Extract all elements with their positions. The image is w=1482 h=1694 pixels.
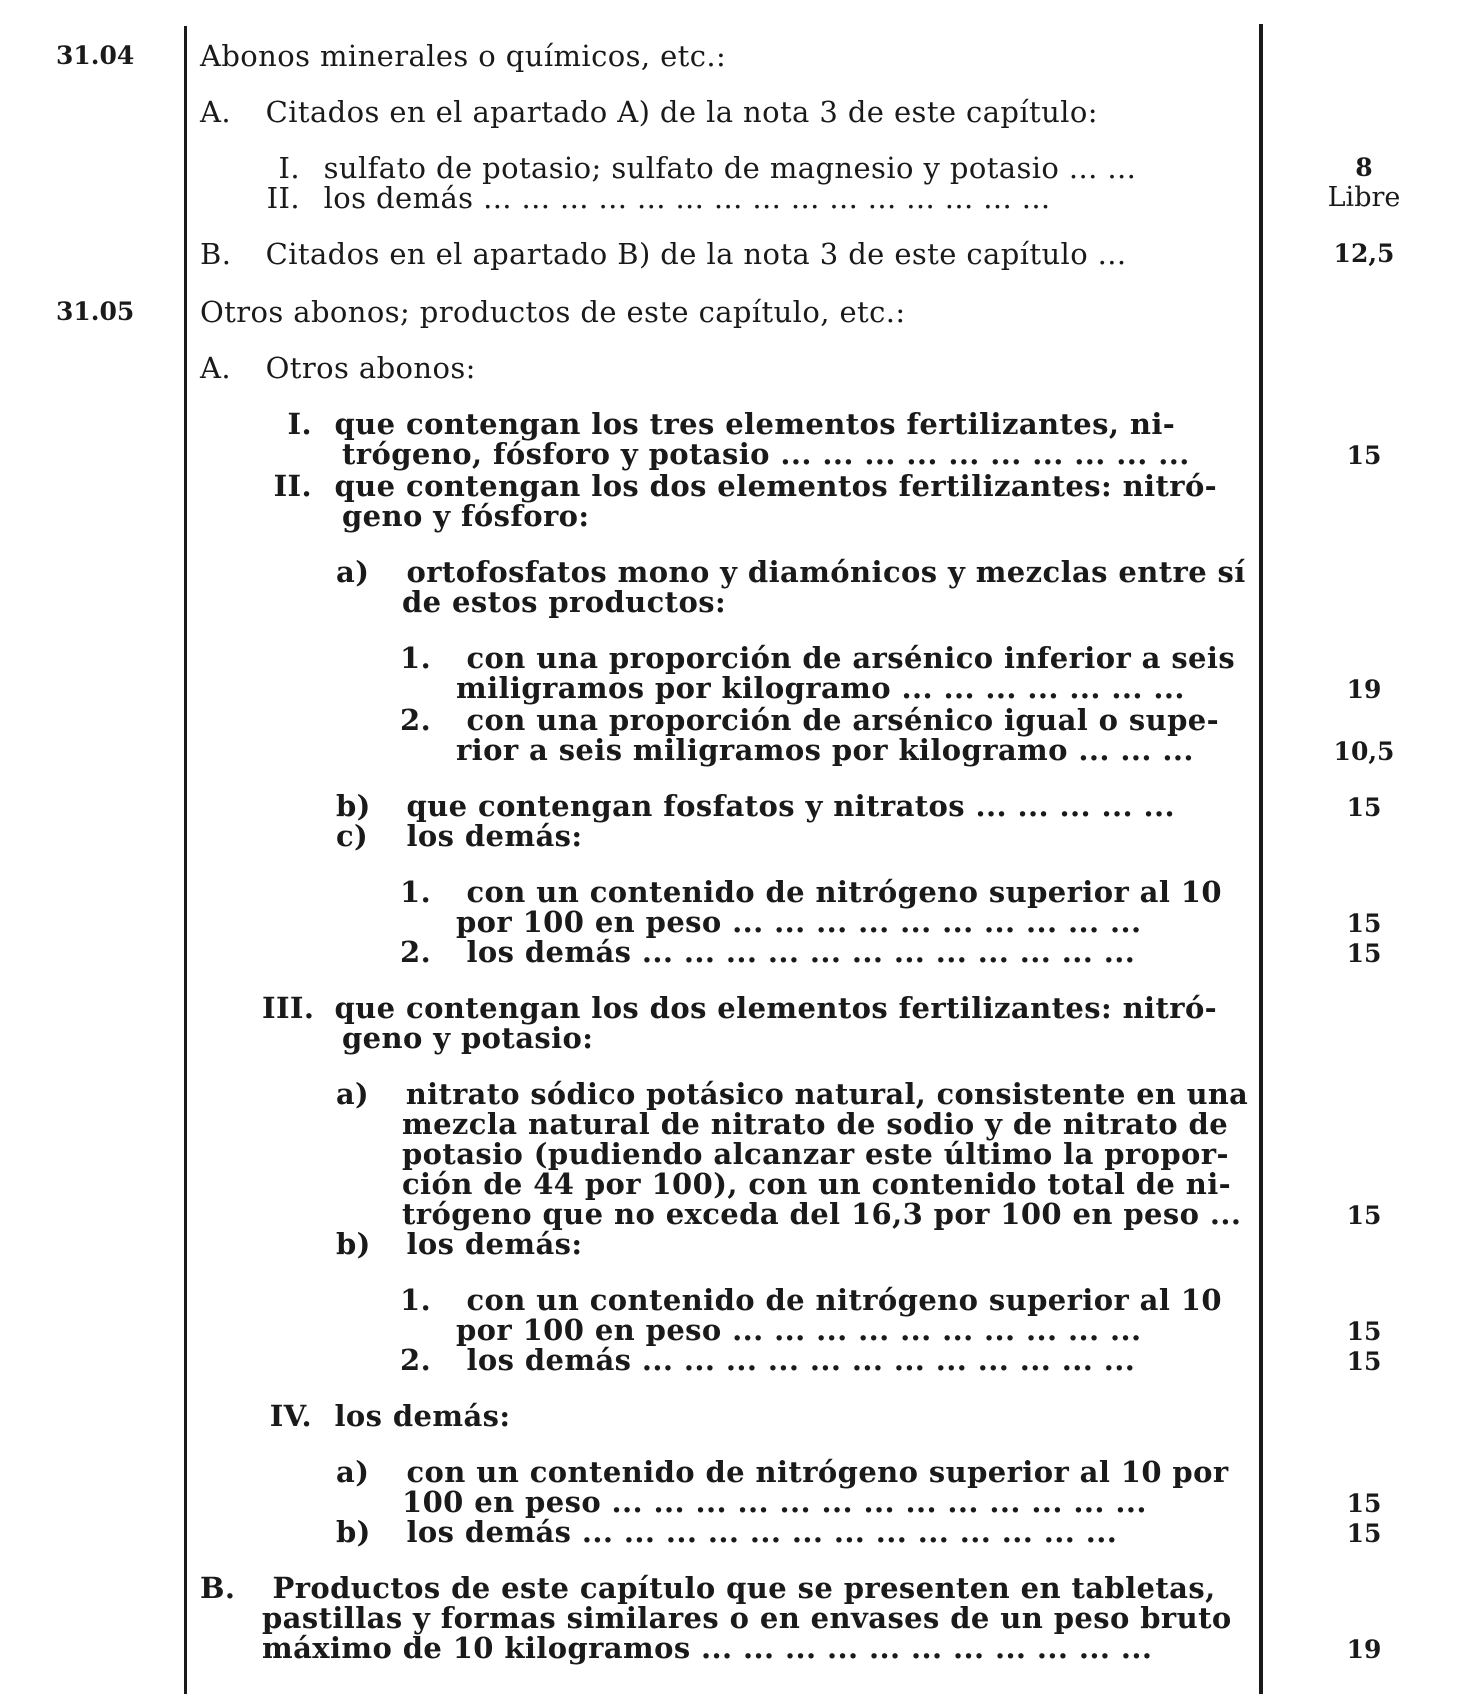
subheading-31-05-a — [200, 352, 476, 384]
item-31-05-a-ii-a-1 — [400, 642, 1235, 674]
line-text: los demás ... ... ... ... ... ... ... ... ... ... ... ... ... ... ... — [323, 181, 1051, 215]
line-text: con una proporción de arsénico igual o supe- — [466, 703, 1220, 737]
item-31-05-a-ii-b — [336, 790, 1175, 822]
item-continuation: pastillas y formas similares o en envases de un peso bruto — [262, 1601, 1232, 1635]
line-text: con un contenido de nitrógeno superior al 10 — [466, 1283, 1222, 1317]
rate-cell: 15 — [1346, 1347, 1382, 1376]
line-marker: 1. — [400, 875, 432, 909]
line-marker: A. — [200, 351, 231, 385]
right-column-rule — [1259, 24, 1263, 1694]
line-marker: 1. — [400, 641, 432, 675]
rate-cell: 8 — [1355, 153, 1373, 182]
item-31-04-a-ii — [264, 182, 1051, 214]
rate-cell: 15 — [1346, 1489, 1382, 1518]
line-text: que contengan los tres elementos fertilizantes, ni- — [334, 407, 1176, 441]
heading-title-3104: Abonos minerales o químicos, etc.: — [200, 39, 727, 73]
line-marker: 1. — [400, 1283, 432, 1317]
line-text: Citados en el apartado B) de la nota 3 de este capítulo ... — [265, 237, 1127, 271]
line-marker: II. — [273, 469, 312, 503]
line-text: que contengan fosfatos y nitratos ... ... ... ... ... — [406, 789, 1175, 823]
line-text: Citados en el apartado A) de la nota 3 de este capítulo: — [265, 95, 1098, 129]
line-text: con una proporción de arsénico inferior a seis — [466, 641, 1236, 675]
line-text: los demás: — [406, 1227, 583, 1261]
rate-cell: 15 — [1346, 1201, 1382, 1230]
line-text: los demás: — [334, 1399, 511, 1433]
rate-cell: 15 — [1346, 441, 1382, 470]
item-31-05-a-ii — [272, 470, 1217, 502]
item-31-05-a-i — [272, 408, 1175, 440]
item-31-05-a-ii-c — [336, 820, 583, 852]
item-31-05-a-iii-b-2 — [400, 1344, 1135, 1376]
line-text: Otros abonos: — [265, 351, 476, 385]
item-continuation: ción de 44 por 100), con un contenido total de ni- — [402, 1167, 1232, 1201]
item-continuation: mezcla natural de nitrato de sodio y de nitrato de — [402, 1107, 1229, 1141]
line-marker: I. — [287, 407, 312, 441]
item-continuation: potasio (pudiendo alcanzar este último la propor- — [402, 1137, 1229, 1171]
left-column-rule — [184, 26, 187, 1694]
rate-cell: 15 — [1346, 1317, 1382, 1346]
line-text: que contengan los dos elementos fertilizantes: nitró- — [334, 469, 1218, 503]
line-marker: B. — [200, 1571, 236, 1605]
line-marker: b) — [336, 789, 371, 823]
rate-cell: 15 — [1346, 939, 1382, 968]
line-marker: b) — [336, 1227, 371, 1261]
subheading-31-05-b — [200, 1572, 1216, 1604]
line-text: los demás ... ... ... ... ... ... ... ... ... ... ... ... — [466, 935, 1136, 969]
line-marker: A. — [200, 95, 231, 129]
item-31-05-a-iii-b — [336, 1228, 583, 1260]
line-marker: III. — [262, 991, 315, 1025]
item-31-05-a-iii — [262, 992, 1217, 1024]
rate-cell: 12,5 — [1333, 239, 1395, 268]
line-marker: 2. — [400, 1343, 432, 1377]
rate-cell: 19 — [1346, 675, 1382, 704]
item-continuation: por 100 en peso ... ... ... ... ... ... ... ... ... ... — [456, 1313, 1142, 1347]
item-continuation: trógeno que no exceda del 16,3 por 100 en peso ... — [402, 1197, 1242, 1231]
line-marker: I. — [278, 151, 300, 185]
line-marker: a) — [336, 555, 370, 589]
item-continuation: 100 en peso ... ... ... ... ... ... ... ... ... ... ... ... ... — [402, 1485, 1147, 1519]
line-marker: 2. — [400, 935, 432, 969]
item-continuation: rior a seis miligramos por kilogramo ... ... ... — [456, 733, 1194, 767]
line-text: Productos de este capítulo que se presenten en tabletas, — [272, 1571, 1216, 1605]
line-marker: B. — [200, 237, 232, 271]
item-31-05-a-ii-c-2 — [400, 936, 1135, 968]
line-marker: b) — [336, 1515, 371, 1549]
line-marker: a) — [336, 1455, 370, 1489]
item-31-04-a-i — [272, 152, 1136, 184]
item-continuation: de estos productos: — [402, 585, 727, 619]
line-text: con un contenido de nitrógeno superior al 10 — [466, 875, 1222, 909]
line-text: ortofosfatos mono y diamónicos y mezclas entre sí — [406, 555, 1246, 589]
line-marker: IV. — [269, 1399, 312, 1433]
line-marker: 2. — [400, 703, 432, 737]
heading-code-3104: 31.04 — [56, 41, 135, 70]
subheading-31-04-a — [200, 96, 1098, 128]
item-31-05-a-iii-a — [336, 1078, 1248, 1110]
item-continuation: geno y fósforo: — [342, 499, 590, 533]
line-marker: a) — [336, 1077, 370, 1111]
item-31-05-a-iv-b — [336, 1516, 1117, 1548]
line-text: nitrato sódico potásico natural, consistente en una — [405, 1077, 1249, 1111]
item-31-05-a-ii-a — [336, 556, 1246, 588]
rate-cell: 10,5 — [1333, 737, 1395, 766]
line-marker: II. — [266, 181, 300, 215]
item-continuation: trógeno, fósforo y potasio ... ... ... ... ... ... ... ... ... ... — [342, 437, 1190, 471]
item-continuation: por 100 en peso ... ... ... ... ... ... ... ... ... ... — [456, 905, 1142, 939]
subheading-31-04-b — [200, 238, 1127, 270]
rate-cell: Libre — [1327, 182, 1401, 213]
item-31-05-a-iv — [262, 1400, 511, 1432]
rate-cell: 15 — [1346, 909, 1382, 938]
rate-cell: 15 — [1346, 1519, 1382, 1548]
line-text: los demás ... ... ... ... ... ... ... ... ... ... ... ... ... — [406, 1515, 1118, 1549]
item-31-05-a-iv-a — [336, 1456, 1229, 1488]
item-continuation: máximo de 10 kilogramos ... ... ... ... ... ... ... ... ... ... ... — [262, 1631, 1153, 1665]
rate-cell: 15 — [1346, 793, 1382, 822]
line-text: sulfato de potasio; sulfato de magnesio y potasio ... ... — [323, 151, 1137, 185]
item-31-05-a-ii-a-2 — [400, 704, 1219, 736]
item-continuation: geno y potasio: — [342, 1021, 594, 1055]
item-continuation: miligramos por kilogramo ... ... ... ... ... ... ... — [456, 671, 1185, 705]
item-31-05-a-ii-c-1 — [400, 876, 1222, 908]
line-text: con un contenido de nitrógeno superior al 10 por — [406, 1455, 1229, 1489]
item-31-05-a-iii-b-1 — [400, 1284, 1222, 1316]
line-text: los demás: — [406, 819, 583, 853]
line-marker: c) — [336, 819, 369, 853]
heading-title-3105: Otros abonos; productos de este capítulo, etc.: — [200, 295, 906, 329]
line-text: que contengan los dos elementos fertilizantes: nitró- — [334, 991, 1218, 1025]
line-text: los demás ... ... ... ... ... ... ... ... ... ... ... ... — [466, 1343, 1136, 1377]
rate-cell: 19 — [1346, 1635, 1382, 1664]
heading-code-3105: 31.05 — [56, 297, 135, 326]
